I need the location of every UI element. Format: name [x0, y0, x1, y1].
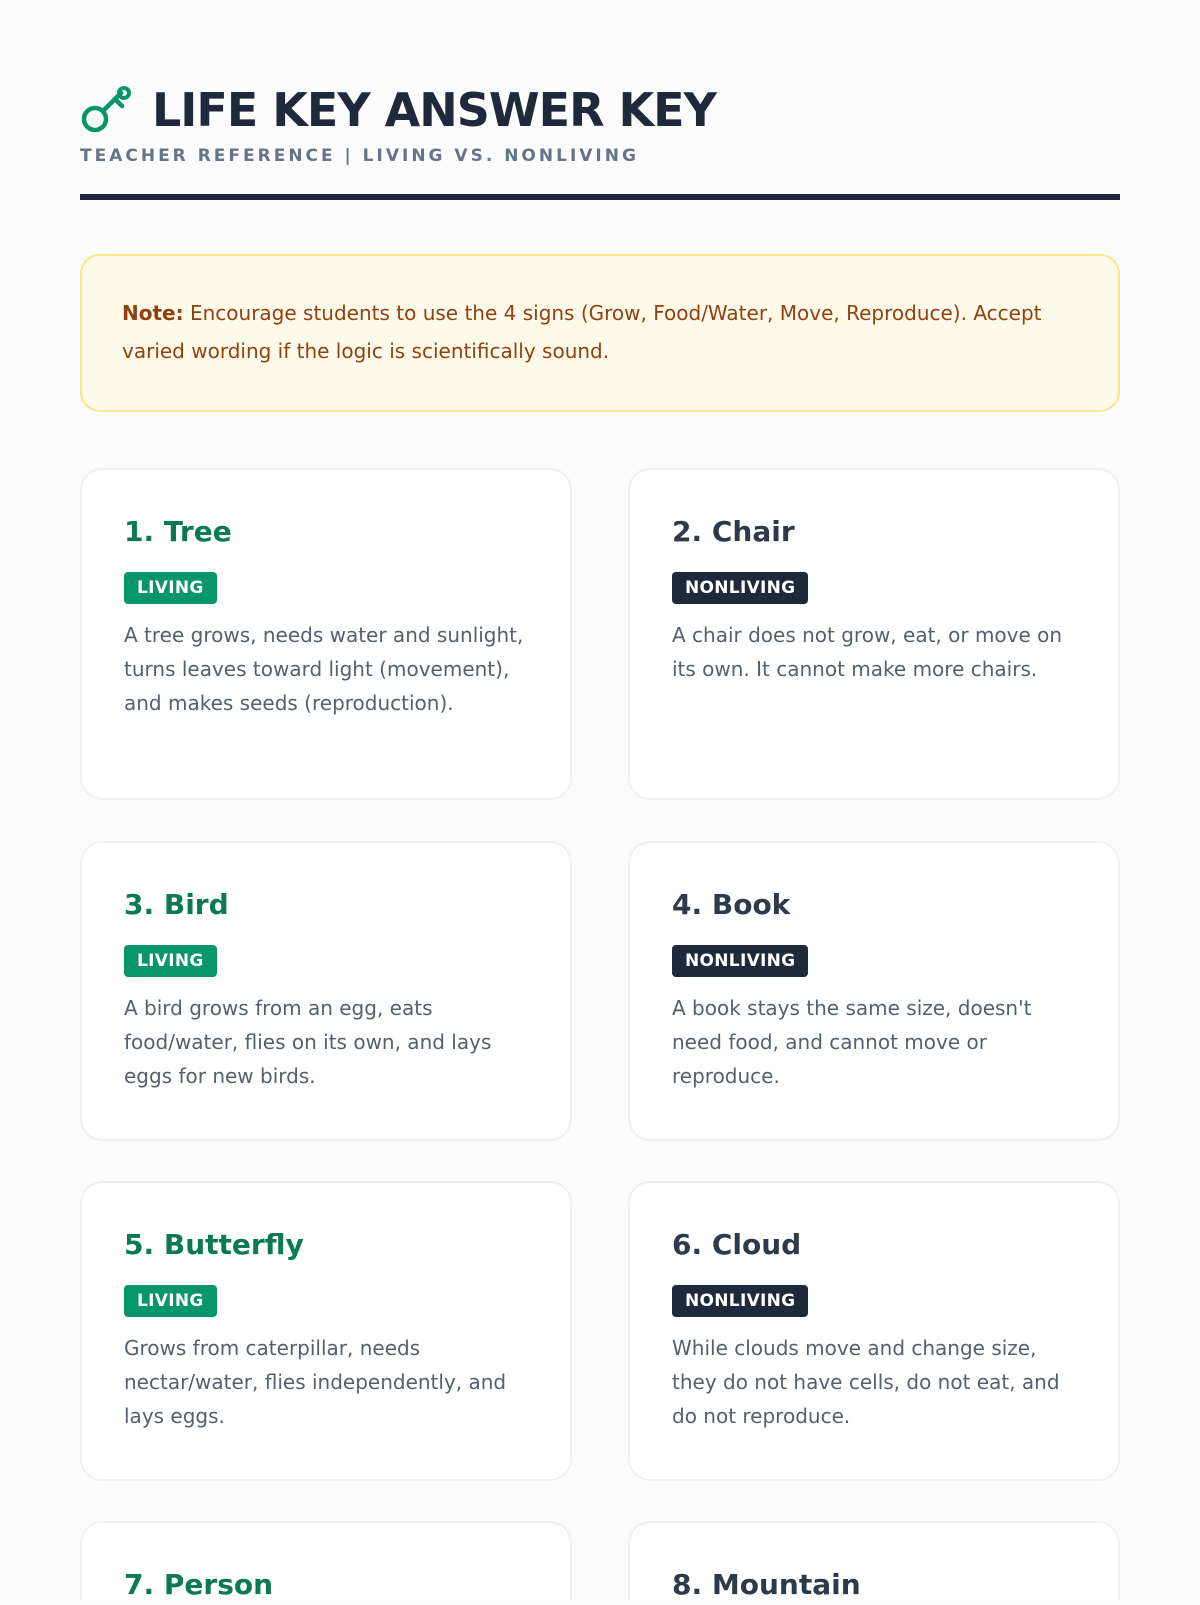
card-description: A chair does not grow, eat, or move on its own. It cannot make more chairs. [672, 623, 1063, 681]
title-row [80, 80, 1120, 140]
answer-card [80, 1181, 572, 1481]
teacher-note [80, 254, 1120, 412]
nonliving-badge: NONLIVING [672, 572, 808, 604]
answer-card [628, 468, 1120, 800]
note-text: Encourage students to use the 4 signs (Grow, Food/Water, Move, Reproduce). Accept varied wording if the logic is scientifically sound. [122, 301, 1042, 363]
answer-card [628, 841, 1120, 1141]
key-icon [80, 84, 132, 136]
card-title: 6. Cloud [672, 1228, 802, 1261]
note-label: Note: [122, 301, 184, 325]
answer-card [80, 468, 572, 800]
page-subtitle: TEACHER REFERENCE | LIVING VS. NONLIVING [80, 146, 639, 166]
card-title: 7. Person [124, 1568, 274, 1601]
living-badge: LIVING [124, 572, 217, 604]
card-description: A book stays the same size, doesn't need food, and cannot move or reproduce. [672, 996, 1032, 1088]
answer-card [628, 1181, 1120, 1481]
living-badge: LIVING [124, 1285, 217, 1317]
page-title: LIFE KEY ANSWER KEY [152, 83, 716, 137]
card-title: 2. Chair [672, 515, 795, 548]
header-divider [80, 194, 1120, 200]
answer-card [628, 1521, 1120, 1600]
nonliving-badge: NONLIVING [672, 1285, 808, 1317]
living-badge: LIVING [124, 945, 217, 977]
card-title: 4. Book [672, 888, 791, 921]
card-description: A tree grows, needs water and sunlight, turns leaves toward light (movement), and makes seeds (reproduction). [124, 623, 524, 715]
card-title: 8. Mountain [672, 1568, 861, 1601]
answer-card [80, 841, 572, 1141]
answer-card [80, 1521, 572, 1600]
card-description: Grows from caterpillar, needs nectar/water, flies independently, and lays eggs. [124, 1336, 507, 1428]
card-title: 1. Tree [124, 515, 232, 548]
nonliving-badge: NONLIVING [672, 945, 808, 977]
card-description: While clouds move and change size, they do not have cells, do not eat, and do not reproduce. [672, 1336, 1060, 1428]
card-title: 5. Butterfly [124, 1228, 304, 1261]
card-title: 3. Bird [124, 888, 229, 921]
card-description: A bird grows from an egg, eats food/water, flies on its own, and lays eggs for new birds. [124, 996, 492, 1088]
